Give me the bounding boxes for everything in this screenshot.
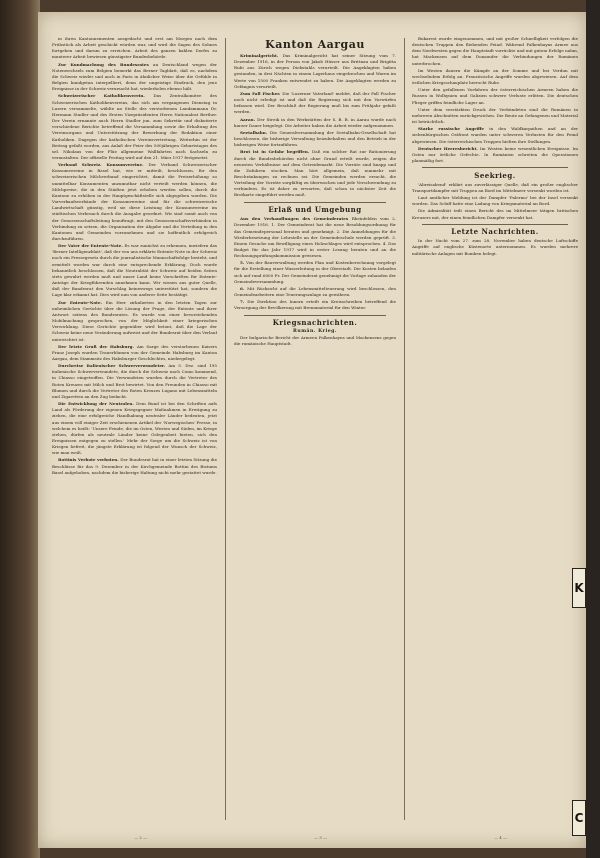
column-1: [52, 36, 217, 822]
col1-paragraph-5: [52, 300, 217, 343]
col1-lead-8: Die Entwicklung der Neutralen.: [58, 401, 137, 407]
right-edge-strip: [586, 0, 600, 858]
folio-left: — 2 —: [134, 835, 148, 840]
col2-text-3: Der Streik in den Werkstätten der S. B. B. in Aarau wurde nach kurzer Dauer beigelegt. Die Arbeiter haben die Arbeit wieder aufgenommen.: [234, 116, 396, 128]
col2-text-2: Die 'Luzerner Vaterland' meldet, daß der Fall Fischer noch nicht erledigt ist und daß die Regierung sich mit den Vorwürfen befassen wird. Der Beschluß der Regierung muß bis zum Frühjahr gefaßt werden.: [234, 90, 396, 115]
col2-text-4: Die Generalversammlung der Seetalbahn-Gesellschaft hat beschlossen, die bisherige Verwaltung beizubehalten und den Betrieb in der bisherigen Weise fortzuführen.: [234, 129, 396, 148]
col2-text-13: Der bulgarische Bericht der Armeen Falkenhayns und Mackensens gegen die rumänische Hauptstadt.: [234, 335, 396, 347]
col2-heading-12: Rumän. Krieg.: [293, 329, 337, 335]
col2-lead-2: Zum Fall Fischer.: [240, 90, 283, 96]
col3-text-7: 'Abreisabend' erklärt aus zuverlässiger Quelle, daß ein großer englischer Transportdampfer mit Truppen an Bord im Mittelmeer versenkt worden ist.: [412, 181, 578, 193]
col2-heading-0: Kanton Aargau: [265, 38, 365, 51]
col2-separator-11: [244, 315, 386, 316]
column-rule-2: [404, 38, 405, 820]
col2-lead-8: 5.: [240, 260, 247, 266]
col1-lead-1: Zur Kundmachung des Bundesrates: [58, 61, 154, 67]
col3-text-11: In der Nacht vom 27. zum 28. November haben deutsche Luftschiffe Angriffe auf englische Küstenorte unternommen. Es wurden mehrere militärische Anlagen mit Bomben belegt.: [412, 238, 578, 256]
col2-paragraph-7: [234, 216, 396, 259]
col1-paragraph-6: [52, 344, 217, 362]
col1-text-5: Ein Herr zirkulierten in den letzten Tagen zur unheimlichen Gerüchte über die Lösung der Frage, der Entente und ihrer Antwort seitens des Bundesrates. Es wurde von einer bevorstehenden Mobilmachung gesprochen, von der Möglichkeit einer kriegerischen Verwicklung. Diese Gerüchte gegenüber wird betont, daß die Lage der Schweiz keine neue Veränderung aufweist und der Bundesrat über den Verlauf unterrichtet ist.: [52, 299, 217, 342]
edge-advert-1: K: [572, 568, 586, 608]
col3-lead-5: Deutscher Heeresbericht.: [418, 145, 480, 151]
col2-text-9: Mit Rücksicht auf die Lebensmittelteuerung wird beschlossen, den Gemeindearbeitern eine Teuerungszulage zu gewähren.: [234, 285, 396, 298]
col2-paragraph-10: [234, 299, 396, 311]
col2-text-8: Von der Bauverwaltung werden Plan und Kostenberechnung vorgelegt für die Erstellung einer Wasserleitung in der Oberstadt. Die Kosten belaufen sich auf rund 6000 Fr. Der Gemeinderat genehmigt die Vorlage zuhanden der Gemeindeversammlung.: [234, 260, 396, 284]
col1-text-6: Am Sarge des verstorbenen Kaisers Franz Joseph wurden Trauerblumen von der Gemeinde Habsburg im Kanton Aargau, dem Stammsitz des Habsburger Geschlechtes, niedergelegt.: [52, 343, 217, 361]
col3-text-9: Die Admiralität teilt einen Bericht des im Mittelmeer tätigen britischen Kreuzers mit, der einen feindlichen Dampfer versenkt hat.: [412, 208, 578, 220]
col1-paragraph-0: [52, 36, 217, 61]
col2-lead-7: Aus den Verhandlungen des Gemeinderates: [240, 216, 352, 222]
col1-text-4: Es war zunächst zu erkennen, inwiefern das 'Berner Intelligenzblatt', daß der von uns erklärte Entente-Note in der Schweiz noch ein Pressegesetz durch die journalistische Mannschaftsfolge besteht, und ermittelt worden war durch eine entsprechende Erklärung. Doch wurde bekanntlich beschlossen, daß die Neutralität der Schweiz auf beiden Seiten stets gewahrt werden muß und unser Land keine Vorschriften für Entente-Anträge der Kriegführenden annehmen kann. Wir wissen aus guter Quelle, daß der Bundesrat den Vorschlag keineswegs unterstützt hat, sondern die Lage klar erkannt hat. Dies wird nun von anderer Seite bestätigt.: [52, 243, 217, 298]
col1-lead-5: Zur Entente-Note.: [58, 299, 106, 305]
col1-paragraph-1: [52, 62, 217, 93]
col1-paragraph-3: [52, 162, 217, 242]
col2-text-1: Das Kriminalgericht hat seiner Sitzung vom 7. Dezember 1916, in der Person von Jakob Hüsser aus Brittnau und Brigitta Rubi aus Zürich wegen Diebstahls verurteilt. Die Angeklagten haben gestanden, in drei Nächten in einem Lagerhaus eingebrochen und Waren im Werte von 1500 Franken entwendet zu haben. Die Angeklagten werden zu Gefängnis verurteilt.: [234, 53, 396, 89]
col3-paragraph-3: [412, 107, 578, 125]
col2-paragraph-13: [234, 335, 396, 347]
col2-paragraph-5: [234, 149, 396, 198]
column-3: [412, 36, 578, 822]
col3-heading-6: Seekrieg.: [474, 170, 516, 180]
col1-lead-7: Durchreise italienischer Schwerverwundeter.: [58, 363, 169, 369]
col2-text-5: Daß ein solcher Rat zur Rationierung durch die Bundesbehörden nicht ohne Grund erteilt wurde, zeigen die neuesten Verhältnisse auf dem Getreidemarkt. Die Vorräte sind knapp und die Zufuhren stocken. Man hört allgemein, daß nunmehr mit Beschränkungen zu rechnen sei. Die Gemeinden werden ersucht, die Verteilung der Vorräte sorgfältig zu überwachen und jede Verschwendung zu verhindern. Es ist daher zu erwarten, daß schon in nächster Zeit die Brotkarte eingeführt werden muß.: [234, 149, 396, 198]
col1-lead-4: Der Vater der Entente-Note.: [58, 243, 125, 249]
col2-paragraph-1: [234, 53, 396, 90]
col1-lead-3: Verband Schweiz. Konsumvereine.: [58, 162, 149, 168]
folio-right: — 4 —: [494, 835, 508, 840]
col1-text-1: an Deutschland wegen der Notenwechsels zum Belgien bemerkt das Berner Tagblatt, daß es, nachdem die Schweiz wieder und auch in Paris in ähnlicher Weise über die Gefühle in Belgien kundgetan interpelliert, denn der ungeistige Eindruck, den jene Ereignisse in der Schweiz verursacht hat, wiederholen ebenso hält.: [52, 61, 217, 92]
col3-paragraph-7: [412, 182, 578, 194]
col2-separator-6: [244, 202, 386, 203]
col1-text-7: Am 5. Dez. sind 195 italienische Schwerverwundete, die durch die Schweiz nach Como kommend, in Chiasso eingetroffen. Die Verwundeten wurden durch die Vertreter des Roten Kreuzes mit Milch und Brot bewirtet. Von den Freunden in Chiasso mit Blumen und durch die Vertreter des Roten Kreuzes Lugano mit Lebensmitteln und Zigaretten an den Zug bedacht.: [52, 363, 217, 399]
col1-paragraph-9: [52, 457, 217, 475]
col2-text-7: Rheinfelden vom 2. Dezember 1916. 1. Der Gemeinderat hat die neue Besoldungsordnung für das Gemeindepersonal beraten und genehmigt. 2. Die Anmeldungen für die Wiederbesetzung der Lehrstelle an der Gemeindeschule werden geprüft. 3. Einem Gesuche um Bewilligung eines Holzschlages wird entsprochen. 4. Das Budget für das Jahr 1917 wird in erster Lesung beraten und an die Rechnungsprüfungskommission gewiesen.: [234, 216, 396, 259]
col2-text-10: Die Direktion des Innern erteilt ein Kreisschreiben betreffend die Versorgung der Bevölkerung mit Brennmaterial für den Winter.: [234, 299, 396, 311]
col3-separator-6: [422, 167, 568, 168]
col1-text-2: Das Zentralkomitee des Schweizerischen Katholikenvereins, das sich am vergangenen Dienstag in Luzern versammelte, wählte an Stelle des verstorbenen Landammann Dr. Hermann Stadler und des Ersten Vizepräsidenten Herrn Nationalrat Berther. Der Verein ernannte auch Herrn Stadler jun. zum Sekretär und diskutierte verschiedene Berichte betreffend die Versammlung sowie die Erhaltung des Vereinsorgans und Unterstützung der Bewerbung der Redaktion einer Katholiken. Dagegen der katholischen Vereinsvertretung. Weiterhin ist der Beitrag gefaßt worden, aus Anlaß der Feier des 500jährigen Geburtstages des sel. Nikolaus von der Flüe allgemeine Wallfahrten nach Sachseln zu veranstalten. Der offizielle Festtag wird auf den 21. März 1917 festgesetzt.: [52, 93, 217, 160]
col2-lead-4: Seetalbahn.: [240, 129, 270, 135]
col2-heading-11: Kriegsnachrichten.: [272, 318, 358, 328]
col3-text-2: Unter den gefallenen Vorfahren der österreichischen Armeen haben die Russen in Wolhynien und Galizien schwere Verluste erlitten. Die deutschen Flieger griffen feindliche Lager an.: [412, 87, 578, 105]
column-rule-1: [225, 38, 226, 820]
col2-lead-5: Brot ist in Gefahr begriffen.: [240, 149, 312, 155]
col3-paragraph-1: [412, 68, 578, 86]
col2-heading-6: Erlaß und Umgebung: [268, 205, 362, 215]
edge-advert-2: C: [572, 800, 586, 836]
col2-paragraph-4: [234, 130, 396, 148]
col2-paragraph-8: [234, 260, 396, 285]
col3-heading-10: Letzte Nachrichten.: [451, 227, 539, 237]
col3-text-4: in den Waldkarpathen und an der siebenbürgischen Ostfront wurden unter schweren Verlusten für den Feind abgewiesen. Die österreichischen Truppen hielten ihre Stellungen.: [412, 126, 578, 144]
folio-center: — 3 —: [314, 835, 328, 840]
col3-text-1: Im Westen dauern die Kämpfe an der Somme und bei Verdun mit wechselndem Erfolg an. Französische Angriffe wurden abgewiesen. Auf dem östlichen Kriegsschauplatz herrscht Ruhe.: [412, 67, 578, 86]
col1-text-9: Der Bundesrat hat in einer letzten Sitzung die Beschlüsse für das 9. Dezember in der Kirchgemeinde Bottini des Bistums Basel aufgehoben, nachdem die bisherige Haltung nicht mehr gestattet wurde.: [52, 457, 217, 475]
col3-text-8: Laut amtlicher Meldung ist der Dampfer 'Palermo' bei der Insel versenkt worden. Das Schiff hatte eine Ladung von Kriegsmaterial an Bord.: [412, 195, 578, 207]
col2-paragraph-3: [234, 117, 396, 129]
col3-paragraph-0: [412, 36, 578, 67]
col1-text-0: in ihren Kantonnementen ausgedacht und erst am Morgen nach dem Frühstück als Arbeit geschickt würden war, und wird die Sagen des Sohnes fortgehen und darum zu erreichen. Arbeit des ganzen kahlen Dorfes zu munterer Arbeit bewiesen günstigster Bundesbehörde.: [52, 36, 217, 60]
col2-paragraph-2: [234, 91, 396, 116]
column-2: [234, 36, 396, 822]
col1-paragraph-2: [52, 93, 217, 161]
col3-separator-10: [422, 224, 568, 225]
newspaper-page: [38, 12, 586, 848]
col3-paragraph-2: [412, 87, 578, 105]
col3-lead-4: Starke russische Angriffe: [418, 126, 490, 132]
col1-lead-9: Bottinis Verbote verboten.: [58, 457, 121, 463]
col3-text-5: Im Westen keine wesentlichen Ereignisse. Im Osten nur örtliche Gefechte. In Rumänien schreiten die Operationen planmäßig fort.: [412, 145, 578, 163]
col2-paragraph-9: [234, 286, 396, 298]
col3-text-3: Unter dem verstärkten Druck der Verbündeten sind die Rumänen in mehreren Abschnitten zurückgewichen. Die Beute an Gefangenen und Material ist beträchtlich.: [412, 106, 578, 125]
col1-lead-6: Der letzte Gruß der Habsburg.: [58, 343, 137, 349]
col3-paragraph-9: [412, 208, 578, 220]
book-binding: [0, 0, 40, 858]
col1-text-8: Dem Bund ist bei den Schriften aufs Land als Förderung der eigenen Kriegsgegner Maßnahmen in Erwägung zu ziehen, die eine erfolgreiche Handhabung neutraler Länder bedeuten, jetzt aus einem voll einiger Zeit erschienenen Artikel der 'Norwegischen' Presse, in welchem es heißt: 'Unsere Feinde, die im Osten, Westen und Süden, im Kriege stehen, dürfen als neutrale Länder keine Gelegenheit bieten, sich den Ereignissen entgegen zu stellen.' Mehr der Sorge um die Schweiz ist von Kriegen befreit, die jüngste Erklärung ist folgend der Wunsch der Schweiz, wie man weiß.: [52, 401, 217, 456]
col1-lead-2: Schweizerischer Katholikenverein.: [58, 93, 154, 99]
col3-paragraph-11: [412, 238, 578, 256]
col2-lead-10: 7.: [240, 299, 248, 305]
col3-paragraph-4: [412, 126, 578, 144]
col3-paragraph-8: [412, 195, 578, 207]
col2-lead-3: Aarau.: [240, 116, 258, 122]
col1-paragraph-4: [52, 243, 217, 298]
col3-paragraph-5: [412, 146, 578, 164]
col1-paragraph-8: [52, 401, 217, 456]
col3-text-0: Bukarest wurde eingenommen, und mit großer Schnelligkeit verfolgen die deutschen Truppen den fliehenden Feind. Während Falkenhayns Armee aus dem Nordwesten gegen die Hauptstadt vorrückte und mit gutem Erfolge nahm, hat Mackensen auf dem Donauufer die Verbindungen der Rumänen unterbrochen.: [412, 36, 578, 66]
col1-paragraph-7: [52, 363, 217, 400]
col2-lead-9: 6.: [240, 285, 248, 291]
col2-lead-1: Kriminalgericht.: [240, 53, 283, 58]
col1-text-3: Der Verband Schweizerischer Konsumvereine in Basel hat, wie er mitteilt, beschlossen, für den schweizerischen Milchverband eingerichtet, damit die Preiserhöhung so unmittelbar Konsumenten unzumutbar nicht verteilt werden können, die Milchpreise, die in den Städten jetzt erhoben werden sollen, durch die Kantone zu erhöhen in der Hauptgeschäftstelle sich abgegeben worden. Die Vorverkaufsverbände der Konsumvereine sind für die schweizerische Landwirtschaft günstig, weil sie diese Leistung der Konsumvereine im städtischen Verbrauch durch die Ausgabe geordnet. Wir sind somit auch von der Genossenschaftsleitung beauftragt, mit den Genossenschaftsverbänden in Verbindung zu setzen, die Organisation der Abgabe und die Verteilung in den Kantonen und Gemeinden vorzunehmen und sie hoffentlich erfolgreich durchzuführen.: [52, 162, 217, 241]
